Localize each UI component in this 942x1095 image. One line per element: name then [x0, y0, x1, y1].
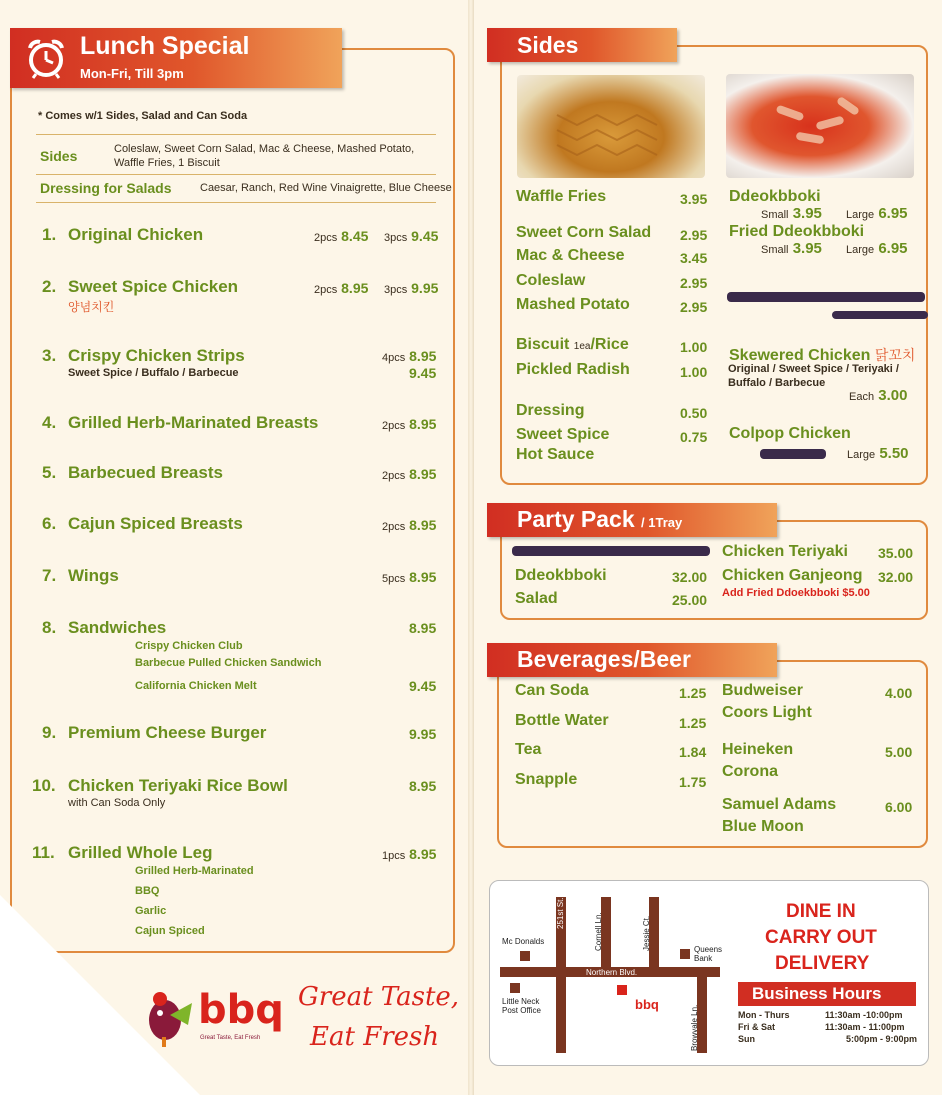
lunch-special-subtitle: Mon-Fri, Till 3pm — [80, 66, 184, 81]
party-item-name: Salad — [515, 590, 558, 607]
side-item-price: 2.95 — [680, 227, 708, 243]
item-subtext: Grilled Herb-Marinated — [135, 865, 254, 877]
fried-ddeokbboki-name: Fried Ddeokbboki — [729, 223, 865, 240]
item-subtext: Cajun Spiced — [135, 925, 205, 937]
item-price: 2pcs 8.45 — [314, 228, 369, 244]
item-subtext: Crispy Chicken Club — [135, 640, 243, 652]
map-logo: bbq — [635, 997, 659, 1012]
side-item-price: 0.50 — [680, 405, 708, 421]
item-name: Crispy Chicken Strips — [68, 346, 245, 365]
item-name: Chicken Teriyaki Rice Bowl — [68, 776, 288, 795]
hours-time: 5:00pm - 9:00pm — [846, 1034, 918, 1044]
party-pack-banner — [487, 503, 777, 537]
skewered-chicken-sub: Buffalo / Barbecue — [728, 377, 826, 389]
item-name: Sweet Spice Chicken — [68, 277, 239, 296]
item-korean-name: 양념치킨 — [68, 300, 115, 314]
crossed-out-item — [832, 311, 928, 319]
skewered-chicken-name: Skewered Chicken 닭꼬치 — [729, 347, 916, 364]
dressing-label: Dressing for Salads — [40, 180, 172, 196]
street-label: Browvale Ln. — [690, 1004, 699, 1051]
party-item-price: 25.00 — [672, 592, 708, 608]
beverage-name: Budweiser — [722, 682, 803, 699]
item-subtext: Sweet Spice / Buffalo / Barbecue — [68, 367, 239, 379]
service-dine-in: DINE IN — [786, 901, 856, 922]
hours-time: 11:30am -10:00pm — [825, 1010, 903, 1020]
item-price: 8.95 — [409, 778, 437, 794]
item-number: 5. — [42, 463, 57, 482]
item-price: 5pcs 8.95 — [382, 569, 437, 585]
location-box — [489, 880, 929, 1066]
side-item-name: Waffle Fries — [516, 188, 607, 205]
fold-line — [468, 0, 474, 1095]
fried-ddeokbboki-small: Small 3.95 — [761, 240, 822, 257]
side-item-name: Pickled Radish — [516, 361, 630, 378]
item-name: Barbecued Breasts — [68, 463, 223, 482]
crossed-out-item — [727, 292, 925, 302]
item-number: 8. — [42, 618, 57, 637]
business-hours-banner — [738, 982, 916, 1006]
side-item-name: Mashed Potato — [516, 296, 630, 313]
ddeokbboki-name: Ddeokbboki — [729, 188, 821, 205]
item-price: 9.45 — [409, 365, 437, 381]
item-price: 3pcs 9.95 — [384, 280, 439, 296]
beverage-name: Blue Moon — [722, 818, 804, 835]
party-item-name: Ddeokbboki — [515, 567, 607, 584]
item-name: Sandwiches — [68, 618, 167, 637]
divider — [36, 134, 436, 135]
item-price: 4pcs 8.95 — [382, 348, 437, 364]
ddeokbboki-small: Small 3.95 — [761, 205, 822, 222]
place-label: Little Neck Post Office — [502, 997, 541, 1015]
side-item-price: 2.95 — [680, 275, 708, 291]
ddeokbboki-photo — [726, 74, 914, 178]
side-item-price: 1.00 — [680, 339, 708, 355]
beverage-price: 1.75 — [679, 774, 707, 790]
business-hours-title: Business Hours — [752, 984, 882, 1003]
item-name: Cajun Spiced Breasts — [68, 514, 243, 533]
party-item-name: Chicken Ganjeong — [722, 567, 863, 584]
side-item-name: Mac & Cheese — [516, 247, 625, 264]
item-subtext: with Can Soda Only — [68, 797, 166, 809]
beverage-name: Heineken — [722, 741, 794, 758]
item-name: Grilled Whole Leg — [68, 843, 213, 862]
sides-text-1: Coleslaw, Sweet Corn Salad, Mac & Cheese, Mashed Potato, — [114, 143, 415, 155]
fried-ddeokbboki-large: Large 6.95 — [846, 240, 908, 257]
side-item-name: Sweet Corn Salad — [516, 224, 652, 241]
item-name: Premium Cheese Burger — [68, 723, 267, 742]
map-marker — [680, 949, 690, 959]
beverage-name: Tea — [515, 741, 542, 758]
waffle-fries-photo — [517, 75, 705, 178]
crossed-out-price — [760, 449, 826, 459]
lunch-special-title: Lunch Special — [80, 32, 250, 60]
item-number: 11. — [32, 843, 55, 862]
item-number: 2. — [42, 277, 57, 296]
map-marker — [510, 983, 520, 993]
item-price: 9.45 — [409, 678, 437, 694]
hours-day: Mon - Thurs — [738, 1010, 790, 1020]
hours-day: Fri & Sat — [738, 1022, 776, 1032]
hours-day: Sun — [738, 1034, 755, 1044]
lunch-note: * Comes w/1 Sides, Salad and Can Soda — [38, 110, 248, 122]
item-name: Original Chicken — [68, 225, 204, 244]
item-subtext: BBQ — [135, 885, 160, 897]
item-price: 9.95 — [409, 726, 437, 742]
beverage-price: 5.00 — [885, 744, 913, 760]
beverage-price: 4.00 — [885, 685, 913, 701]
item-number: 6. — [42, 514, 57, 533]
street-label: Northern Blvd. — [586, 968, 638, 977]
item-price: 2pcs 8.95 — [382, 416, 437, 432]
side-item-name: Sweet Spice — [516, 426, 610, 443]
party-item-price: 35.00 — [878, 545, 914, 561]
side-item-name: Biscuit 1ea/Rice — [516, 336, 629, 353]
place-label: Queens Bank — [694, 945, 723, 963]
side-item-price: 0.75 — [680, 429, 708, 445]
sides-label: Sides — [40, 148, 78, 164]
item-price: 2pcs 8.95 — [382, 517, 437, 533]
sides-banner — [487, 28, 677, 62]
item-subtext: California Chicken Melt — [135, 680, 257, 692]
beverage-name: Samuel Adams — [722, 796, 837, 813]
bbq-logo-text: bbq — [198, 987, 284, 1033]
item-price: 2pcs 8.95 — [314, 280, 369, 296]
alarm-clock-icon — [24, 36, 68, 80]
beverage-name: Snapple — [515, 771, 578, 788]
street-label: Cornell Ln. — [594, 912, 603, 951]
side-item-name: Dressing — [516, 402, 585, 419]
store-marker — [617, 985, 627, 995]
hours-time: 11:30am - 11:00pm — [825, 1022, 905, 1032]
side-item-name: Coleslaw — [516, 272, 586, 289]
street-label: Jessie Ct. — [642, 915, 651, 951]
item-subtext: Barbecue Pulled Chicken Sandwich — [135, 657, 322, 669]
beverages-banner — [487, 643, 777, 677]
service-carry-out: CARRY OUT — [765, 927, 877, 948]
dressing-text: Caesar, Ranch, Red Wine Vinaigrette, Blue Cheese — [200, 182, 452, 194]
item-number: 10. — [32, 776, 56, 795]
divider — [36, 202, 436, 203]
map-marker — [520, 951, 530, 961]
party-pack-title: Party Pack / 1Tray — [517, 506, 683, 532]
crossed-out-item — [512, 546, 710, 556]
beverage-name: Coors Light — [722, 704, 812, 721]
item-price: 8.95 — [409, 620, 437, 636]
beverage-name: Can Soda — [515, 682, 589, 699]
side-item-price: 3.95 — [680, 191, 708, 207]
item-number: 7. — [42, 566, 57, 585]
sides-text-2: Waffle Fries, 1 Biscuit — [114, 157, 220, 169]
lunch-special-banner — [10, 28, 342, 88]
party-item-price: 32.00 — [672, 569, 708, 585]
street-label: 251st St. — [556, 897, 565, 929]
beverage-name: Bottle Water — [515, 712, 609, 729]
beverage-price: 1.25 — [679, 685, 707, 701]
slogan-line-1: Great Taste, — [298, 982, 460, 1012]
side-item-name: Hot Sauce — [516, 446, 595, 463]
divider — [36, 174, 436, 175]
side-item-price: 2.95 — [680, 299, 708, 315]
item-number: 1. — [42, 225, 57, 244]
bbq-logo — [140, 985, 284, 1055]
side-item-price: 3.45 — [680, 250, 708, 266]
beverage-price: 6.00 — [885, 799, 913, 815]
item-price: 2pcs 8.95 — [382, 466, 437, 482]
item-price: 3pcs 9.45 — [384, 228, 439, 244]
beverage-price: 1.84 — [679, 744, 707, 760]
slogan-line-2: Eat Fresh — [310, 1022, 440, 1052]
side-item-price: 1.00 — [680, 364, 708, 380]
item-name: Grilled Herb-Marinated Breasts — [68, 413, 319, 432]
item-number: 9. — [42, 723, 57, 742]
party-note: Add Fried Ddoekbboki $5.00 — [722, 587, 870, 599]
item-name: Wings — [68, 566, 119, 585]
party-item-price: 32.00 — [878, 569, 914, 585]
item-number: 4. — [42, 413, 57, 432]
place-label: Mc Donalds — [502, 937, 545, 946]
item-number: 3. — [42, 346, 57, 365]
skewered-chicken-sub: Original / Sweet Spice / Teriyaki / — [728, 363, 899, 375]
ddeokbboki-large: Large 6.95 — [846, 205, 908, 222]
skewered-chicken-price: Each 3.00 — [849, 387, 908, 404]
colpop-chicken-name: Colpop Chicken — [729, 425, 851, 442]
item-subtext: Garlic — [135, 905, 167, 917]
service-delivery: DELIVERY — [775, 953, 870, 974]
item-price: 1pcs 8.95 — [382, 846, 437, 862]
beverage-price: 1.25 — [679, 715, 707, 731]
beverage-name: Corona — [722, 763, 778, 780]
colpop-chicken-price: Large 5.50 — [847, 445, 909, 462]
sides-title: Sides — [517, 32, 579, 58]
party-item-name: Chicken Teriyaki — [722, 543, 848, 560]
beverages-title: Beverages/Beer — [517, 646, 691, 672]
bbq-logo-tagline: Great Taste, Eat Fresh — [200, 1035, 261, 1041]
